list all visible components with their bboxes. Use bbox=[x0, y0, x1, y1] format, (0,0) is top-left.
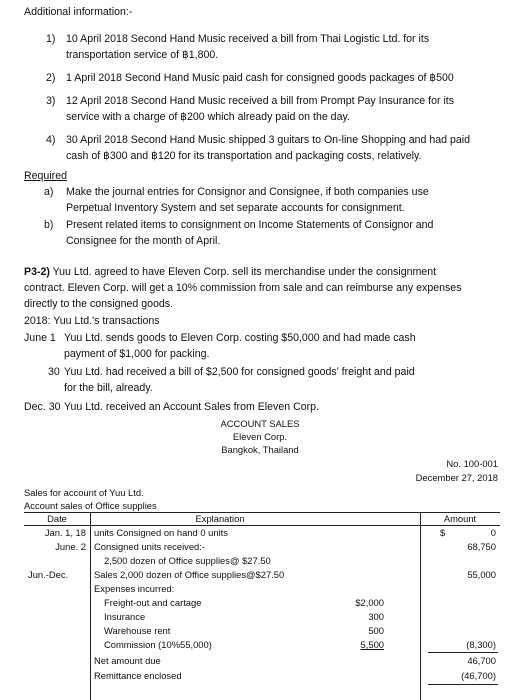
table-column-divider bbox=[90, 512, 91, 700]
transaction-line: for the bill, already. bbox=[64, 382, 153, 394]
problem-label: P3-2) bbox=[24, 266, 50, 278]
row-text: Warehouse rent bbox=[104, 625, 171, 636]
transaction-line: Yuu Ltd. had received a bill of $2,500 for consigned goods' freight and paid bbox=[64, 366, 415, 378]
problem-first-line bbox=[24, 266, 436, 278]
account-sales-subject: Account sales of Office supplies bbox=[24, 500, 157, 511]
problem-line: contract. Eleven Corp. will get a 10% commission from sale and can reimburse any expenses bbox=[24, 282, 462, 294]
list-item-line: Consignee for the month of April. bbox=[66, 235, 221, 247]
row-amount: 55,000 bbox=[467, 569, 496, 580]
row-date: June. 2 bbox=[55, 541, 86, 552]
list-item-line: transportation service of ฿1,800. bbox=[66, 49, 219, 61]
list-number: 2) bbox=[46, 72, 56, 84]
total-rule bbox=[428, 684, 498, 685]
column-header-date: Date bbox=[47, 513, 67, 524]
transaction-line: Yuu Ltd. received an Account Sales from Eleven Corp. bbox=[64, 401, 319, 413]
currency-symbol: $ bbox=[440, 527, 446, 538]
problem-line: directly to the consigned goods. bbox=[24, 298, 173, 310]
list-item-line: 30 April 2018 Second Hand Music shipped 3 guitars to On-line Shopping and had paid bbox=[66, 134, 471, 146]
list-item-line: cash of ฿300 and ฿120 for its transportation and packaging costs, relatively. bbox=[66, 150, 422, 162]
row-mid-amount: 5,500 bbox=[360, 639, 384, 650]
list-number: b) bbox=[44, 219, 54, 231]
transaction-date: Dec. 30 bbox=[24, 401, 61, 413]
list-item-line: Make the journal entries for Consignor and Consignee, if both companies use bbox=[66, 186, 429, 198]
problem-line: 2018: Yuu Ltd.'s transactions bbox=[24, 315, 160, 327]
row-amount: 46,700 bbox=[467, 655, 496, 666]
subtotal-rule bbox=[428, 652, 498, 653]
account-sales-location: Bangkok, Thailand bbox=[221, 444, 299, 455]
list-item-line: 1 April 2018 Second Hand Music paid cash for consigned goods packages of ฿500 bbox=[66, 72, 454, 84]
row-text: Net amount due bbox=[94, 655, 161, 666]
list-item-line: 10 April 2018 Second Hand Music received a bill from Thai Logistic Ltd. for its bbox=[66, 33, 430, 45]
row-text: Consigned units received:- bbox=[94, 541, 205, 552]
table-header-rule bbox=[24, 525, 500, 526]
column-header-amount: Amount bbox=[443, 513, 477, 524]
required-heading: Required bbox=[24, 170, 67, 182]
row-mid-amount: 300 bbox=[368, 611, 384, 622]
list-number: 4) bbox=[46, 134, 56, 146]
row-date: Jan. 1, 18 bbox=[44, 527, 86, 538]
row-text: Insurance bbox=[104, 611, 146, 622]
row-date: Jun.-Dec. bbox=[28, 569, 69, 580]
column-header-explanation: Explanation bbox=[195, 513, 245, 524]
row-text: Freight-out and cartage bbox=[104, 597, 202, 608]
list-number: 3) bbox=[46, 95, 56, 107]
account-sales-number: No. 100-001 bbox=[446, 458, 498, 469]
row-text: Expenses incurred: bbox=[94, 583, 175, 594]
transaction-line: Yuu Ltd. sends goods to Eleven Corp. costing $50,000 and had made cash bbox=[64, 332, 416, 344]
account-sales-company: Eleven Corp. bbox=[232, 431, 288, 442]
transaction-line: payment of $1,000 for packing. bbox=[64, 348, 210, 360]
list-item-line: service with a charge of ฿200 which already paid on the day. bbox=[66, 111, 350, 123]
row-mid-amount: $2,000 bbox=[355, 597, 384, 608]
row-text: units Consigned on hand 0 units bbox=[94, 527, 228, 538]
row-amount: (8,300) bbox=[466, 639, 496, 650]
row-mid-amount: 500 bbox=[368, 625, 384, 636]
row-text: Remittance enclosed bbox=[94, 670, 182, 681]
table-column-divider bbox=[420, 512, 421, 700]
additional-info-heading: Additional information:- bbox=[24, 6, 133, 18]
list-number: a) bbox=[44, 186, 54, 198]
row-text: Sales 2,000 dozen of Office supplies@$27.50 bbox=[94, 569, 285, 580]
row-amount: (46,700) bbox=[461, 670, 496, 681]
row-text: 2,500 dozen of Office supplies@ $27.50 bbox=[104, 555, 271, 566]
account-sales-date: December 27, 2018 bbox=[415, 472, 498, 483]
problem-line: Yuu Ltd. agreed to have Eleven Corp. sell its merchandise under the consignment bbox=[49, 266, 437, 278]
list-item-line: Perpetual Inventory System and set separate accounts for consignment. bbox=[66, 202, 405, 214]
row-amount: 0 bbox=[490, 527, 496, 538]
transaction-date: June 1 bbox=[24, 332, 56, 344]
row-amount: 68,750 bbox=[467, 541, 496, 552]
list-item-line: Present related items to consignment on Income Statements of Consignor and bbox=[66, 219, 434, 231]
account-sales-title: ACCOUNT SALES bbox=[220, 418, 300, 429]
list-item-line: 12 April 2018 Second Hand Music received a bill from Prompt Pay Insurance for its bbox=[66, 95, 455, 107]
sales-for-account: Sales for account of Yuu Ltd. bbox=[24, 487, 144, 498]
transaction-date: 30 bbox=[48, 366, 60, 378]
row-text: Commission (10%55,000) bbox=[104, 639, 212, 650]
list-number: 1) bbox=[46, 33, 56, 45]
